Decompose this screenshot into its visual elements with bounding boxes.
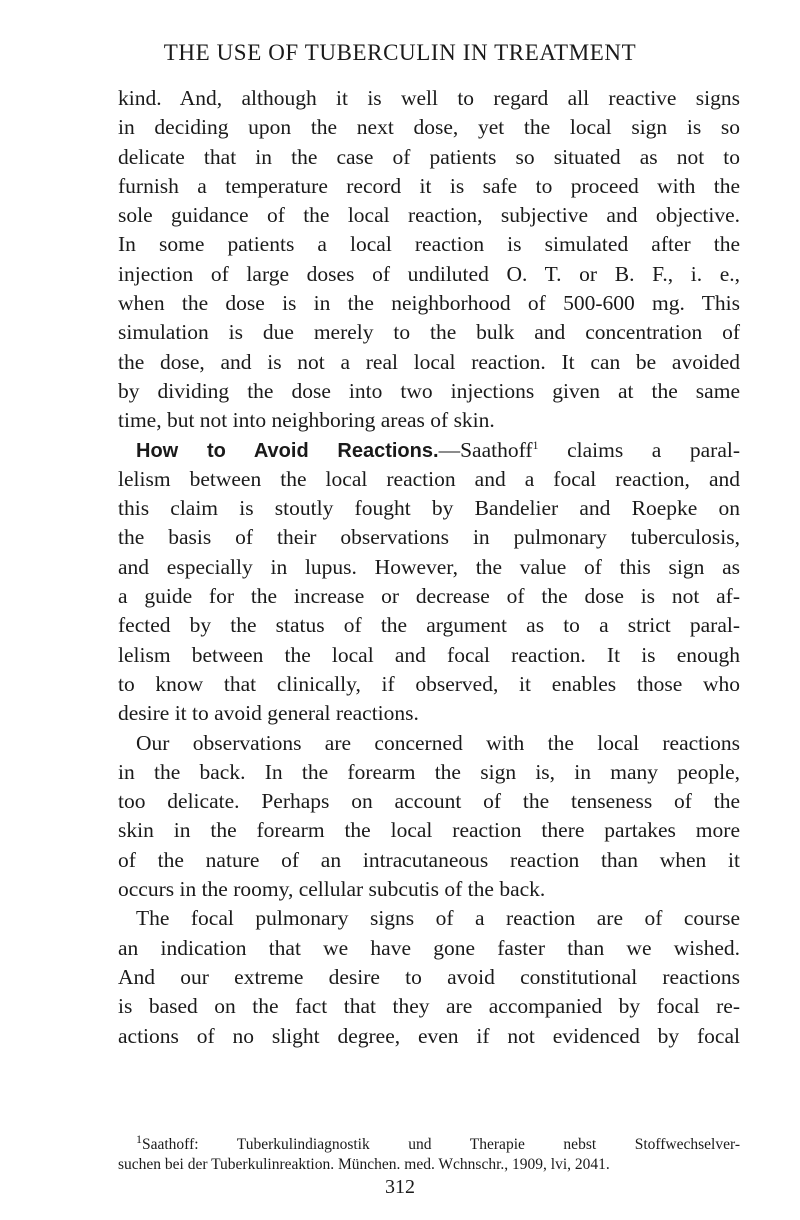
text-line: actions of no slight degree, even if not evidenced by focal [118,1023,740,1048]
text-line: too delicate. Perhaps on account of the tenseness of the [118,789,740,814]
text-line: kind. And, although it is well to regard all reactive signs [118,86,740,110]
text-line: In some patients a local reaction is simulated after the [118,232,740,257]
text-line: delicate that in the case of patients so situated as not to [118,144,740,169]
footnote-reference: 1 [532,437,539,452]
text-line: when the dose is in the neighborhood of 500-600 mg. This [118,291,740,316]
footnote [118,1131,740,1175]
text-line: fected by the status of the argument as to a strict paral- [118,613,740,638]
text-line: simulation is due merely to the bulk and concentration of [118,320,740,345]
text-line: to know that clinically, if observed, it enables those who [118,671,740,696]
section-first-line [118,436,740,465]
text-line: this claim is stoutly fought by Bandelier and Roepke on [118,496,740,521]
text-line: in the back. In the forearm the sign is, in many people, [118,759,740,784]
text-line: the dose, and is not a real local reaction. It can be avoided [118,349,740,374]
text-line: by dividing the dose into two injections given at the same [118,378,740,403]
footnote-line: suchen bei der Tuberkulinreaktion. München. med. Wchnschr., 1909, lvi, 2041. [118,1156,610,1173]
text-line: desire it to avoid general reactions. [118,701,419,726]
text-line: The focal pulmonary signs of a reaction are of course [136,906,740,931]
body-text [118,84,740,1051]
text-line: furnish a temperature record it is safe to proceed with the [118,173,740,198]
running-head: THE USE OF TUBERCULIN IN TREATMENT [163,40,637,65]
section-first-line-rest: —Saathoff [438,437,533,462]
text-line: lelism between the local and focal reaction. It is enough [118,642,740,667]
text-line: a guide for the increase or decrease of the dose is not af- [118,584,740,609]
text-line: and especially in lupus. However, the value of this sign as [118,554,740,579]
text-line: skin in the forearm the local reaction there partakes more [118,818,740,843]
text-line: in deciding upon the next dose, yet the local sign is so [118,115,740,140]
text-line: sole guidance of the local reaction, subjective and objective. [118,203,740,228]
footnote-line: $^1$Saathoff: Tuberkulindiagnostik und Therapie nebst Stoffwechselver- [136,1131,740,1153]
text-line: injection of large doses of undiluted O. T. or B. F., i. e., [118,261,740,286]
text-line: an indication that we have gone faster than we wished. [118,935,740,960]
text-line: the basis of their observations in pulmonary tuberculosis, [118,525,740,550]
section-heading: How to Avoid Reactions. [136,439,439,462]
page-number: 312 [385,1176,415,1198]
text-line: And our extreme desire to avoid constitutional reactions [118,964,740,989]
text-line: of the nature of an intracutaneous reaction than when it [118,847,740,872]
footnote-marker: 1 [136,1131,142,1146]
text-line: occurs in the roomy, cellular subcutis of the back. [118,877,546,902]
text-line: lelism between the local reaction and a focal reaction, and [118,466,740,491]
text-line: is based on the fact that they are accompanied by focal re- [118,994,740,1019]
text-line: Our observations are concerned with the local reactions [136,730,740,755]
text-line: time, but not into neighboring areas of skin. [118,408,495,433]
section-first-line-tail: claims a paral- [538,437,741,462]
